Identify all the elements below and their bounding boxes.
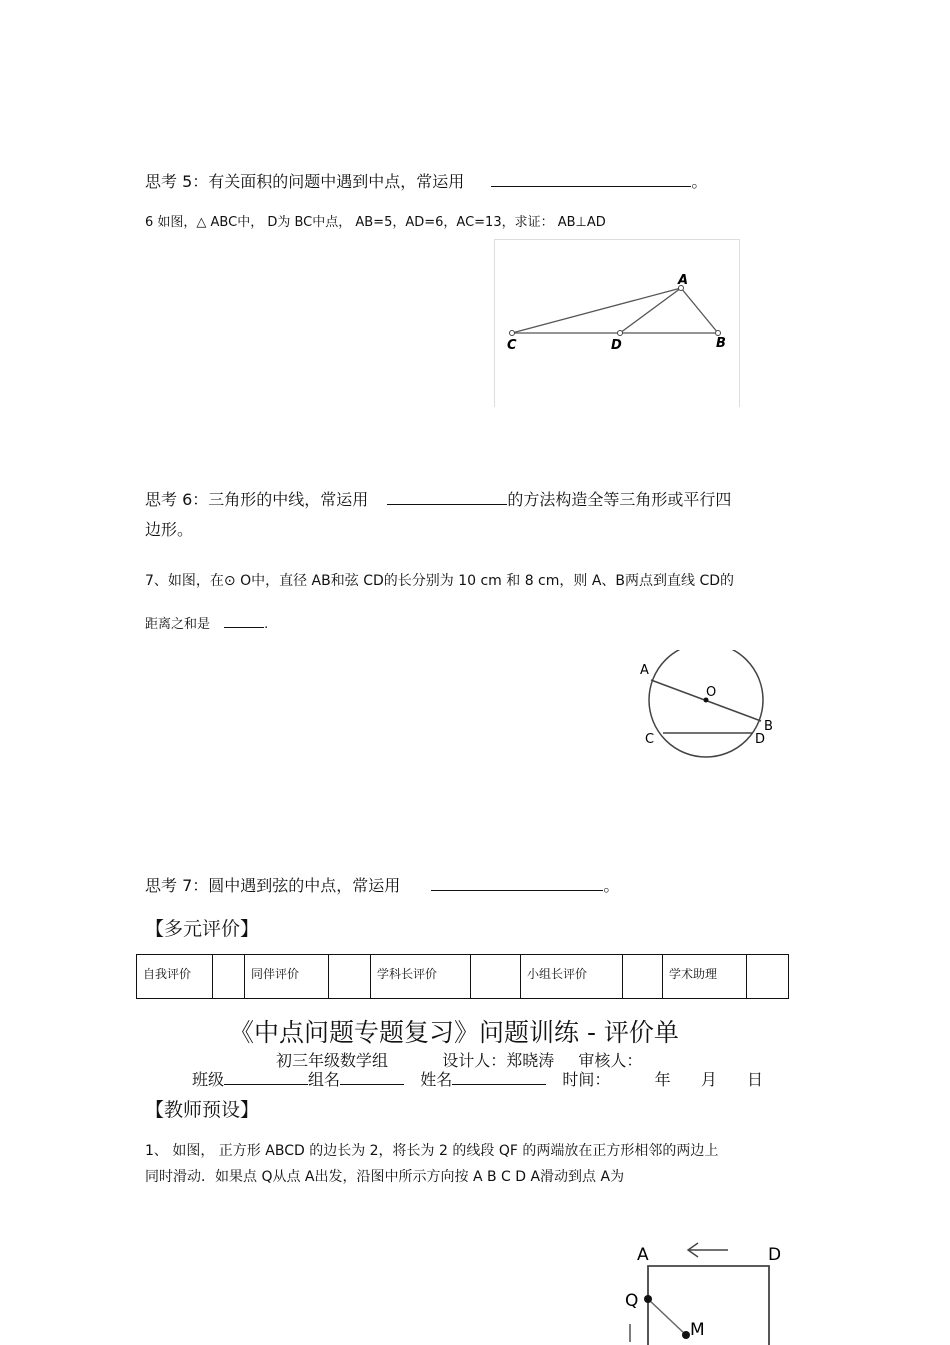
eval-label-peer: 同伴评价 bbox=[245, 955, 329, 999]
eval-label-assistant: 学术助理 bbox=[663, 955, 747, 999]
fig6-label-a: A bbox=[678, 273, 689, 288]
fig7-label-a: A bbox=[640, 663, 649, 678]
eval-cell-self[interactable] bbox=[213, 955, 245, 999]
think5-text: 思考 5：有关面积的问题中遇到中点，常运用 bbox=[145, 172, 465, 191]
form-meta-designer: 设计人：郑晓涛 bbox=[442, 1051, 555, 1070]
fig7-label-b: B bbox=[764, 719, 773, 734]
think6-after: 的方法构造全等三角形或平行四 bbox=[507, 490, 732, 509]
field-day: 日 bbox=[747, 1070, 764, 1089]
fig7-circle bbox=[630, 650, 790, 770]
think7-text: 思考 7：圆中遇到弦的中点，常运用 bbox=[145, 876, 401, 895]
eval-cell-peer[interactable] bbox=[329, 955, 371, 999]
think6-line bbox=[145, 487, 731, 510]
eval-label-subject: 学科长评价 bbox=[371, 955, 471, 999]
eval-label-self: 自我评价 bbox=[137, 955, 213, 999]
eval-cell-subject[interactable] bbox=[471, 955, 521, 999]
eval-table bbox=[136, 954, 789, 999]
q7-line1: 7、如图，在⊙ O中，直径 AB和弦 CD的长分别为 10 cm 和 8 cm，则 A、B两点到直线 CD的 bbox=[145, 573, 735, 589]
think7-end: 。 bbox=[603, 876, 620, 895]
fig1-label-m: M bbox=[690, 1320, 705, 1340]
q7-blank[interactable] bbox=[224, 613, 264, 628]
think6-before: 思考 6：三角形的中线，常运用 bbox=[145, 490, 369, 509]
field-month: 月 bbox=[700, 1070, 717, 1089]
fig7-label-o: O bbox=[706, 685, 717, 700]
q1-line2: 同时滑动．如果点 Q从点 A出发，沿图中所示方向按 A B C D A滑动到点 A为 bbox=[145, 1169, 625, 1185]
eval-heading: 【多元评价】 bbox=[145, 918, 260, 940]
eval-label-group: 小组长评价 bbox=[521, 955, 623, 999]
fig6-label-c: C bbox=[507, 338, 517, 353]
field-class-label: 班级 bbox=[192, 1070, 225, 1089]
q7-line2-end: . bbox=[264, 617, 269, 632]
fig1-label-a: A bbox=[637, 1245, 649, 1265]
fig7-label-d: D bbox=[755, 732, 766, 747]
field-time-label: 时间： bbox=[562, 1070, 611, 1089]
field-team-label: 组名 bbox=[308, 1070, 341, 1089]
teacher-heading: 【教师预设】 bbox=[145, 1099, 260, 1121]
field-name-blank[interactable] bbox=[452, 1070, 546, 1085]
fig1-label-d: D bbox=[768, 1245, 782, 1265]
form-title: 《中点问题专题复习》问题训练 - 评价单 bbox=[229, 1018, 679, 1047]
eval-cell-group[interactable] bbox=[623, 955, 663, 999]
think5-line bbox=[145, 169, 707, 192]
field-team-blank[interactable] bbox=[340, 1070, 404, 1085]
form-meta-group: 初三年级数学组 bbox=[276, 1051, 389, 1070]
think6-line2: 边形。 bbox=[145, 520, 194, 539]
fig7-label-c: C bbox=[645, 732, 655, 747]
q1-line1: 1、 如图， 正方形 ABCD 的边长为 2，将长为 2 的线段 QF 的两端放在正方形相邻的两边上 bbox=[145, 1143, 719, 1159]
fig6-label-d: D bbox=[611, 338, 622, 353]
fig6-triangle bbox=[494, 239, 740, 407]
form-fields bbox=[192, 1067, 763, 1090]
fig6-label-b: B bbox=[716, 336, 726, 351]
think7-line bbox=[145, 873, 619, 896]
eval-cell-assistant[interactable] bbox=[747, 955, 789, 999]
field-name-label: 姓名 bbox=[420, 1070, 453, 1089]
think7-blank[interactable] bbox=[431, 876, 603, 891]
form-meta-reviewer: 审核人： bbox=[578, 1051, 643, 1070]
think5-blank[interactable] bbox=[491, 172, 691, 187]
q7-line2 bbox=[145, 613, 268, 632]
think5-end: 。 bbox=[691, 172, 708, 191]
fig1-square bbox=[620, 1238, 800, 1345]
fig1-label-q: Q bbox=[625, 1291, 639, 1311]
think6-blank[interactable] bbox=[387, 490, 507, 505]
field-class-blank[interactable] bbox=[224, 1070, 308, 1085]
q6-text: 6 如图，△ ABC中， D为 BC中点， AB=5，AD=6，AC=13，求证： AB⊥AD bbox=[145, 215, 606, 230]
field-year: 年 bbox=[654, 1070, 671, 1089]
q7-line2-text: 距离之和是 bbox=[145, 617, 211, 632]
